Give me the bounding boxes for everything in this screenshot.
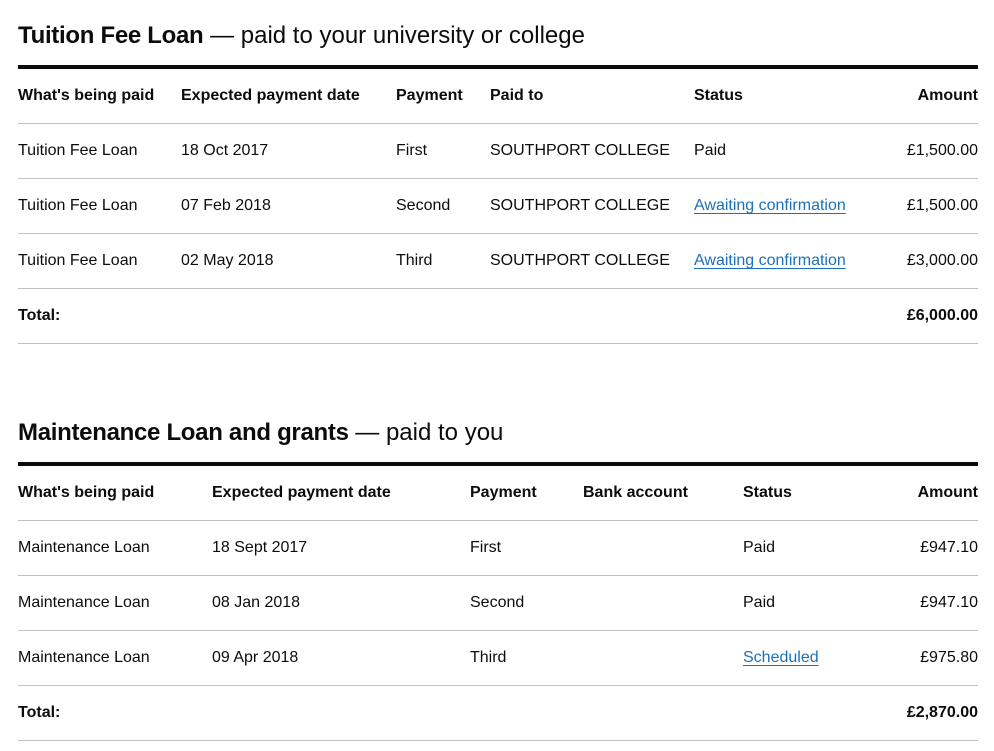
cell-date: 09 Apr 2018 xyxy=(212,631,470,686)
table-header-row xyxy=(18,466,978,521)
table-row xyxy=(18,576,978,631)
cell-date: 08 Jan 2018 xyxy=(212,576,470,631)
column-header-payment: Payment xyxy=(470,466,583,521)
cell-item: Maintenance Loan xyxy=(18,576,212,631)
cell-date: 18 Sept 2017 xyxy=(212,521,470,576)
maintenance-payments-table xyxy=(18,466,978,741)
cell-date: 02 May 2018 xyxy=(181,234,396,289)
tuition-section-heading xyxy=(18,18,978,54)
column-header-item: What's being paid xyxy=(18,69,181,124)
table-row xyxy=(18,521,978,576)
total-amount: £2,870.00 xyxy=(873,686,978,741)
cell-item: Maintenance Loan xyxy=(18,631,212,686)
column-header-status: Status xyxy=(694,69,854,124)
status-link-scheduled[interactable]: Scheduled xyxy=(743,649,819,666)
total-amount: £6,000.00 xyxy=(854,289,978,344)
maintenance-section-heading xyxy=(18,415,978,451)
column-header-status: Status xyxy=(743,466,873,521)
cell-payment: First xyxy=(470,521,583,576)
table-row xyxy=(18,631,978,686)
tuition-fee-loan-section xyxy=(18,18,978,344)
total-label: Total: xyxy=(18,686,212,741)
column-header-amount: Amount xyxy=(873,466,978,521)
cell-amount: £947.10 xyxy=(873,521,978,576)
tuition-heading-subtitle: — paid to your university or college xyxy=(203,22,585,49)
maintenance-heading-title: Maintenance Loan and grants xyxy=(18,419,349,446)
cell-amount: £3,000.00 xyxy=(854,234,978,289)
cell-payment: Second xyxy=(396,179,490,234)
total-row xyxy=(18,289,978,344)
cell-status: Paid xyxy=(694,124,854,179)
cell-amount: £947.10 xyxy=(873,576,978,631)
cell-payment: First xyxy=(396,124,490,179)
cell-date: 18 Oct 2017 xyxy=(181,124,396,179)
cell-payment: Third xyxy=(470,631,583,686)
column-header-payment: Payment xyxy=(396,69,490,124)
column-header-item: What's being paid xyxy=(18,466,212,521)
cell-bank-account xyxy=(583,576,743,631)
tuition-heading-title: Tuition Fee Loan xyxy=(18,22,204,49)
cell-bank-account xyxy=(583,521,743,576)
table-row xyxy=(18,234,978,289)
total-row xyxy=(18,686,978,741)
cell-amount: £1,500.00 xyxy=(854,179,978,234)
table-header-row xyxy=(18,69,978,124)
table-row xyxy=(18,179,978,234)
cell-payment: Second xyxy=(470,576,583,631)
column-header-date: Expected payment date xyxy=(181,69,396,124)
cell-paid-to: SOUTHPORT COLLEGE xyxy=(490,179,694,234)
status-link-awaiting-confirmation[interactable]: Awaiting confirmation xyxy=(694,197,846,214)
cell-status xyxy=(694,234,854,289)
cell-item: Maintenance Loan xyxy=(18,521,212,576)
table-row xyxy=(18,124,978,179)
maintenance-heading-subtitle: — paid to you xyxy=(348,419,504,446)
column-header-paid-to: Paid to xyxy=(490,69,694,124)
status-link-awaiting-confirmation[interactable]: Awaiting confirmation xyxy=(694,252,846,269)
tuition-payments-table xyxy=(18,69,978,344)
cell-item: Tuition Fee Loan xyxy=(18,234,181,289)
cell-amount: £1,500.00 xyxy=(854,124,978,179)
cell-status: Paid xyxy=(743,521,873,576)
cell-paid-to: SOUTHPORT COLLEGE xyxy=(490,124,694,179)
total-label: Total: xyxy=(18,289,181,344)
cell-status xyxy=(743,631,873,686)
cell-status xyxy=(694,179,854,234)
cell-date: 07 Feb 2018 xyxy=(181,179,396,234)
cell-amount: £975.80 xyxy=(873,631,978,686)
maintenance-loan-section xyxy=(18,415,978,741)
column-header-amount: Amount xyxy=(854,69,978,124)
cell-item: Tuition Fee Loan xyxy=(18,124,181,179)
cell-paid-to: SOUTHPORT COLLEGE xyxy=(490,234,694,289)
column-header-bank-account: Bank account xyxy=(583,466,743,521)
cell-bank-account xyxy=(583,631,743,686)
cell-payment: Third xyxy=(396,234,490,289)
cell-item: Tuition Fee Loan xyxy=(18,179,181,234)
column-header-date: Expected payment date xyxy=(212,466,470,521)
cell-status: Paid xyxy=(743,576,873,631)
